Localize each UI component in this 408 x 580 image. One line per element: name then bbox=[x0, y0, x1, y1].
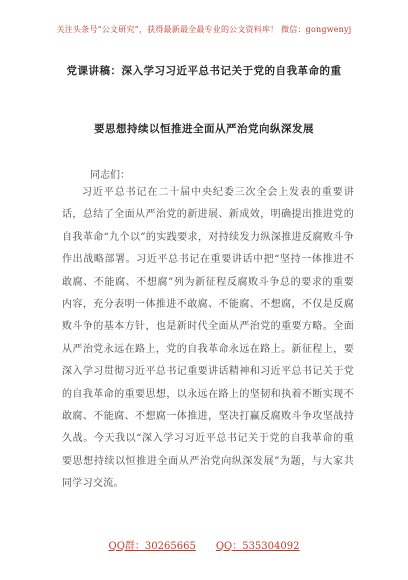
body-paragraph: 习近平总书记在二十届中央纪委三次全会上发表的重要讲话，总结了全面从严治党的新进展、新成效，明确提出推进党的自我革命“九个以”的实践要求，对持续发力纵深推进反腐败斗争作出战略部署。习近平总书记在重要讲话中把“坚持一体推进不敢腐、不能腐、不想腐”列为新征程反腐败斗争总的要求的重要内容，充分表明一体推进不敢腐、不能腐、不想腐，不仅是反腐败斗争的基本方针，也是新时代全面从严治党的重要方略。全面从严治党永远在路上，党的自我革命永远在路上。新征程上，要深入学习贯彻习近平总书记重要讲话精神和习近平总书记关于党的自我革命的重要思想，以永远在路上的坚韧和执着不断实现不敢腐、不能腐、不想腐一体推进，坚决打赢反腐败斗争攻坚战持久战。今天我以“深入学习习近平总书记关于党的自我革命的重要思想持续以恒推进全面从严治党向纵深发展”为题，与大家共同学习交流。 bbox=[62, 187, 354, 490]
header-note: 关注头条号“公文研究”，获得最新最全最专业的公文资料库！ 微信：gongwenyj bbox=[56, 25, 352, 34]
footer bbox=[0, 537, 408, 552]
title-line-1: 党课讲稿：深入学习习近平总书记关于党的自我革命的重 bbox=[66, 65, 342, 77]
salutation: 同志们： bbox=[90, 170, 130, 181]
footer-qq[interactable]: QQ：535304092 bbox=[215, 541, 300, 552]
title-line-2: 要思想持续以恒推进全面从严治党向纵深发展 bbox=[94, 123, 314, 135]
footer-qq-group[interactable]: QQ群：30265665 bbox=[108, 541, 196, 552]
